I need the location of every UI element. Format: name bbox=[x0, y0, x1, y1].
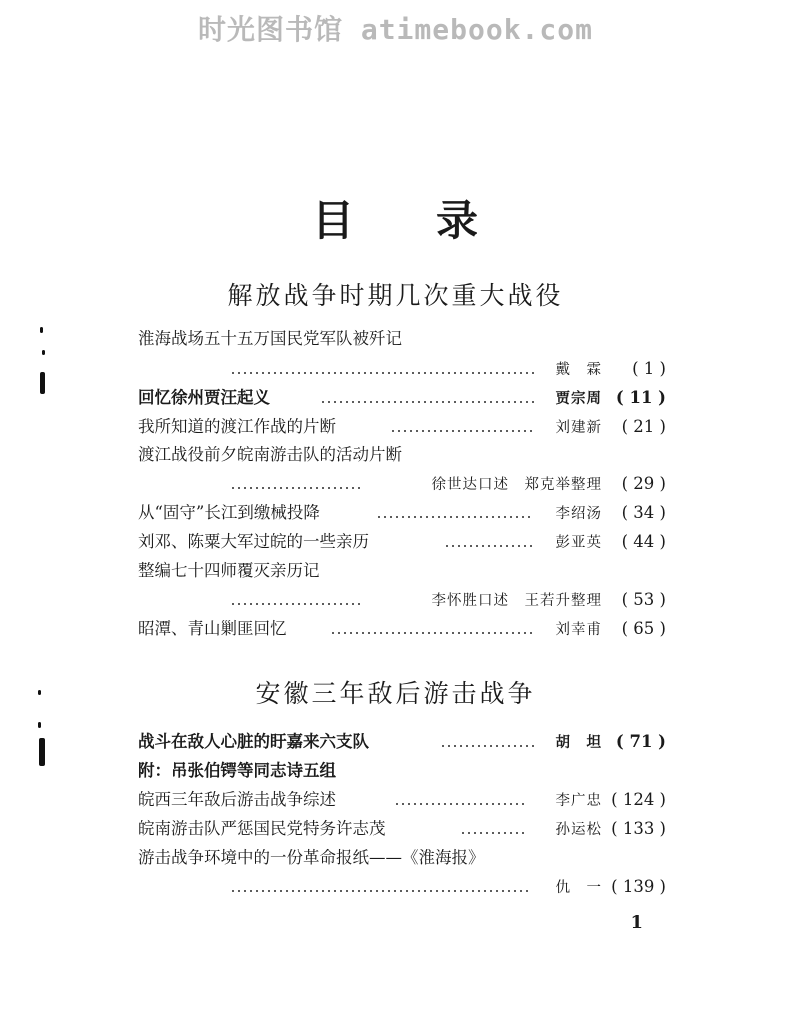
toc-title: 皖西三年敌后游击战争综述 bbox=[138, 790, 336, 809]
toc-author: 李广忠 bbox=[555, 793, 602, 809]
dot-leader bbox=[230, 603, 360, 605]
toc-title: 游击战争环境中的一份革命报纸——《淮海报》 bbox=[138, 848, 485, 867]
toc-entry-title[interactable] bbox=[138, 845, 666, 871]
toc-title: 刘邓、陈粟大军过皖的一些亲历 bbox=[138, 532, 369, 551]
toc-entry[interactable] bbox=[138, 816, 666, 842]
toc-title: 昭潭、青山剿匪回忆 bbox=[138, 619, 287, 638]
dot-leader bbox=[230, 487, 360, 489]
toc-entry[interactable] bbox=[138, 414, 666, 440]
toc-page: ( 124 ) bbox=[611, 790, 666, 809]
dot-leader bbox=[394, 803, 528, 805]
toc-entry-leader bbox=[138, 587, 666, 613]
dot-leader bbox=[460, 832, 528, 834]
scan-speck bbox=[39, 738, 45, 766]
toc-author: 彭亚英 bbox=[555, 535, 602, 551]
toc-entry[interactable] bbox=[138, 787, 666, 813]
toc-title: 整编七十四师覆灭亲历记 bbox=[138, 561, 320, 580]
dot-leader bbox=[230, 890, 528, 892]
page-title bbox=[0, 188, 791, 248]
toc-entry[interactable] bbox=[138, 385, 666, 411]
toc-title: 回忆徐州贾汪起义 bbox=[138, 388, 270, 407]
toc-title: 从“固守”长江到缴械投降 bbox=[138, 503, 320, 522]
toc-entry[interactable] bbox=[138, 616, 666, 642]
toc-title: 渡江战役前夕皖南游击队的活动片断 bbox=[138, 445, 402, 464]
scan-speck bbox=[40, 372, 45, 394]
section-heading-2: 安徽三年敌后游击战争 bbox=[255, 679, 536, 708]
dot-leader bbox=[444, 545, 534, 547]
toc-page: ( 11 ) bbox=[615, 388, 666, 407]
toc-author: 李绍汤 bbox=[555, 506, 602, 522]
page-title-char-1: 目 bbox=[311, 196, 355, 245]
page-number: 1 bbox=[630, 912, 643, 933]
dot-leader bbox=[230, 372, 538, 374]
dot-leader bbox=[376, 516, 534, 518]
toc-author: 戴 霖 bbox=[555, 362, 602, 378]
toc-author: 仇 一 bbox=[555, 880, 602, 896]
toc-title: 淮海战场五十五万国民党军队被歼记 bbox=[138, 329, 402, 348]
dot-leader bbox=[440, 745, 534, 747]
scan-speck bbox=[38, 690, 41, 695]
scan-speck bbox=[40, 327, 43, 333]
toc-page: ( 133 ) bbox=[611, 819, 666, 838]
toc-page: ( 71 ) bbox=[615, 732, 666, 751]
toc-author: 孙运松 bbox=[555, 822, 602, 838]
page-title-char-2: 录 bbox=[435, 196, 479, 245]
toc-title: 我所知道的渡江作战的片断 bbox=[138, 417, 336, 436]
toc-author: 徐世达口述 郑克举整理 bbox=[431, 477, 602, 493]
toc-page: ( 34 ) bbox=[621, 503, 666, 522]
toc-entry-leader bbox=[138, 471, 666, 497]
toc-page: ( 139 ) bbox=[611, 877, 666, 896]
toc-entry[interactable] bbox=[138, 758, 666, 784]
toc-entry-leader bbox=[138, 874, 666, 900]
toc-title: 战斗在敌人心脏的盱嘉来六支队 bbox=[138, 732, 369, 751]
toc-author: 刘建新 bbox=[555, 420, 602, 436]
toc-author: 李怀胜口述 王若升整理 bbox=[431, 593, 602, 609]
toc-entry[interactable] bbox=[138, 729, 666, 755]
toc-page: ( 21 ) bbox=[621, 417, 666, 436]
toc-title: 皖南游击队严惩国民党特务许志茂 bbox=[138, 819, 386, 838]
toc-author: 刘幸甫 bbox=[555, 622, 602, 638]
toc-entry-title[interactable] bbox=[138, 442, 666, 468]
dot-leader bbox=[320, 401, 534, 403]
dot-leader bbox=[330, 632, 534, 634]
toc-entry-title[interactable] bbox=[138, 558, 666, 584]
toc-entry-leader bbox=[138, 356, 666, 382]
dot-leader bbox=[390, 430, 534, 432]
toc-author: 胡 坦 bbox=[555, 734, 602, 751]
toc-entry[interactable] bbox=[138, 529, 666, 555]
section-heading-1: 解放战争时期几次重大战役 bbox=[227, 281, 564, 310]
toc-title: 附：吊张伯锷等同志诗五组 bbox=[138, 761, 336, 780]
toc-page: ( 1 ) bbox=[632, 359, 666, 378]
scan-speck bbox=[42, 350, 45, 355]
toc-entry-title[interactable] bbox=[138, 326, 666, 352]
toc-entry[interactable] bbox=[138, 500, 666, 526]
toc-page: ( 44 ) bbox=[621, 532, 666, 551]
toc-author: 贾宗周 bbox=[555, 390, 602, 407]
watermark-text: 时光图书馆 atimebook.com bbox=[197, 13, 593, 46]
toc-page: ( 29 ) bbox=[621, 474, 666, 493]
scan-speck bbox=[38, 722, 41, 728]
toc-page: ( 53 ) bbox=[621, 590, 666, 609]
toc-page: ( 65 ) bbox=[621, 619, 666, 638]
